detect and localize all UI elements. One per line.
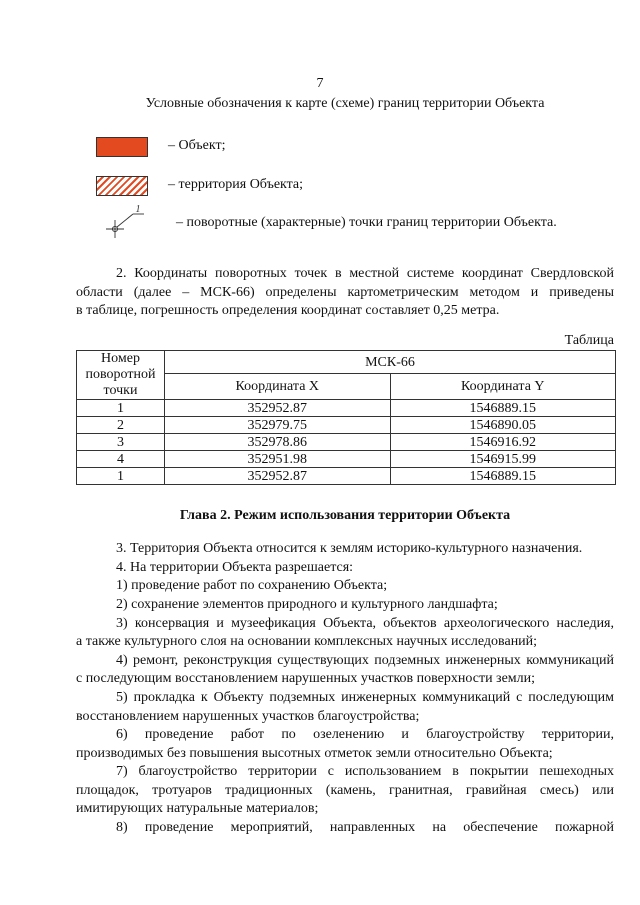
coord-y: 1546890.05: [390, 417, 616, 434]
intro-line-1: 2. Координаты поворотных точек в местной системе координат Свердловской: [116, 266, 614, 281]
chapter-line: 3) консервация и музеефикация Объекта, объектов археологического наследия,: [116, 616, 614, 631]
chapter-line: 5) прокладка к Объекту подземных инженерных коммуникаций с последующим: [116, 690, 614, 705]
coord-x: 352952.87: [165, 400, 391, 417]
chapter-line: 7) благоустройство территории с использованием в покрытии пешеходных: [116, 764, 614, 779]
table-row: [77, 434, 616, 451]
chapter-line: 4. На территории Объекта разрешается:: [116, 560, 354, 575]
table-row: [77, 468, 616, 485]
point-number: 4: [77, 451, 165, 468]
legend-title: Условные обозначения к карте (схеме) границ территории Объекта: [145, 96, 545, 111]
coord-y: 1546916.92: [390, 434, 616, 451]
coord-y: 1546915.99: [390, 451, 616, 468]
chapter-line: площадок, тротуаров традиционных (камень, гранитная, гравийная смесь) или: [76, 783, 614, 798]
territory-hatch-swatch: [96, 176, 148, 196]
table-row: [77, 451, 616, 468]
point-number: 3: [77, 434, 165, 451]
chapter-line: 3. Территория Объекта относится к землям историко-культурного назначения.: [116, 541, 583, 556]
table-caption: Таблица: [564, 333, 614, 348]
point-number: 2: [77, 417, 165, 434]
header-point-number: Номер поворотной точки: [77, 351, 165, 400]
chapter-line: 1) проведение работ по сохранению Объекта;: [116, 578, 388, 593]
turning-point-number: 1: [135, 205, 141, 215]
header-y: Координата Y: [390, 374, 616, 400]
intro-line-2: области (далее – МСК-66) определены картометрическим методом и приведены: [76, 285, 614, 300]
legend-item-turning-point: [0, 205, 640, 239]
legend-item-object: [0, 137, 640, 163]
chapter-title: Глава 2. Режим использования территории Объекта: [179, 508, 511, 523]
chapter-line: имитирующих натуральные материалов;: [76, 801, 319, 816]
intro-line-3: в таблице, погрешность определения координат составляет 0,25 метра.: [76, 303, 500, 318]
coord-x: 352952.87: [165, 468, 391, 485]
chapter-line: 6) проведение работ по озеленению и благоустройству территории,: [116, 727, 614, 742]
header-coordinate-system: МСК-66: [165, 351, 616, 374]
coord-x: 352951.98: [165, 451, 391, 468]
page-number: 7: [316, 76, 324, 91]
chapter-line: а также культурного слоя на основании комплексных научных исследований;: [76, 634, 538, 649]
chapter-line: восстановлением нарушенных участков благоустройства;: [76, 709, 420, 724]
legend-label-object: – Объект;: [168, 138, 226, 153]
chapter-line: 4) ремонт, реконструкция существующих подземных инженерных коммуникаций: [116, 653, 614, 668]
point-number: 1: [77, 468, 165, 485]
coord-x: 352979.75: [165, 417, 391, 434]
object-swatch: [96, 137, 148, 157]
turning-point-marker-icon: [100, 205, 150, 241]
legend-item-territory: [0, 176, 640, 202]
chapter-line: производимых без повышения высотных отметок земли относительно Объекта;: [76, 746, 553, 761]
coord-x: 352978.86: [165, 434, 391, 451]
coord-y: 1546889.15: [390, 468, 616, 485]
chapter-line: 8) проведение мероприятий, направленных на обеспечение пожарной: [116, 820, 614, 835]
chapter-line: 2) сохранение элементов природного и культурного ландшафта;: [116, 597, 498, 612]
point-number: 1: [77, 400, 165, 417]
chapter-line: с последующим восстановлением нарушенных участков поверхности земли;: [76, 671, 536, 686]
legend-label-territory: – территория Объекта;: [168, 177, 304, 192]
table-row: [77, 417, 616, 434]
legend-label-turning-point: – поворотные (характерные) точки границ территории Объекта.: [176, 215, 557, 230]
coord-y: 1546889.15: [390, 400, 616, 417]
coordinates-table: [76, 350, 616, 485]
table-row: [77, 400, 616, 417]
header-x: Координата X: [165, 374, 391, 400]
